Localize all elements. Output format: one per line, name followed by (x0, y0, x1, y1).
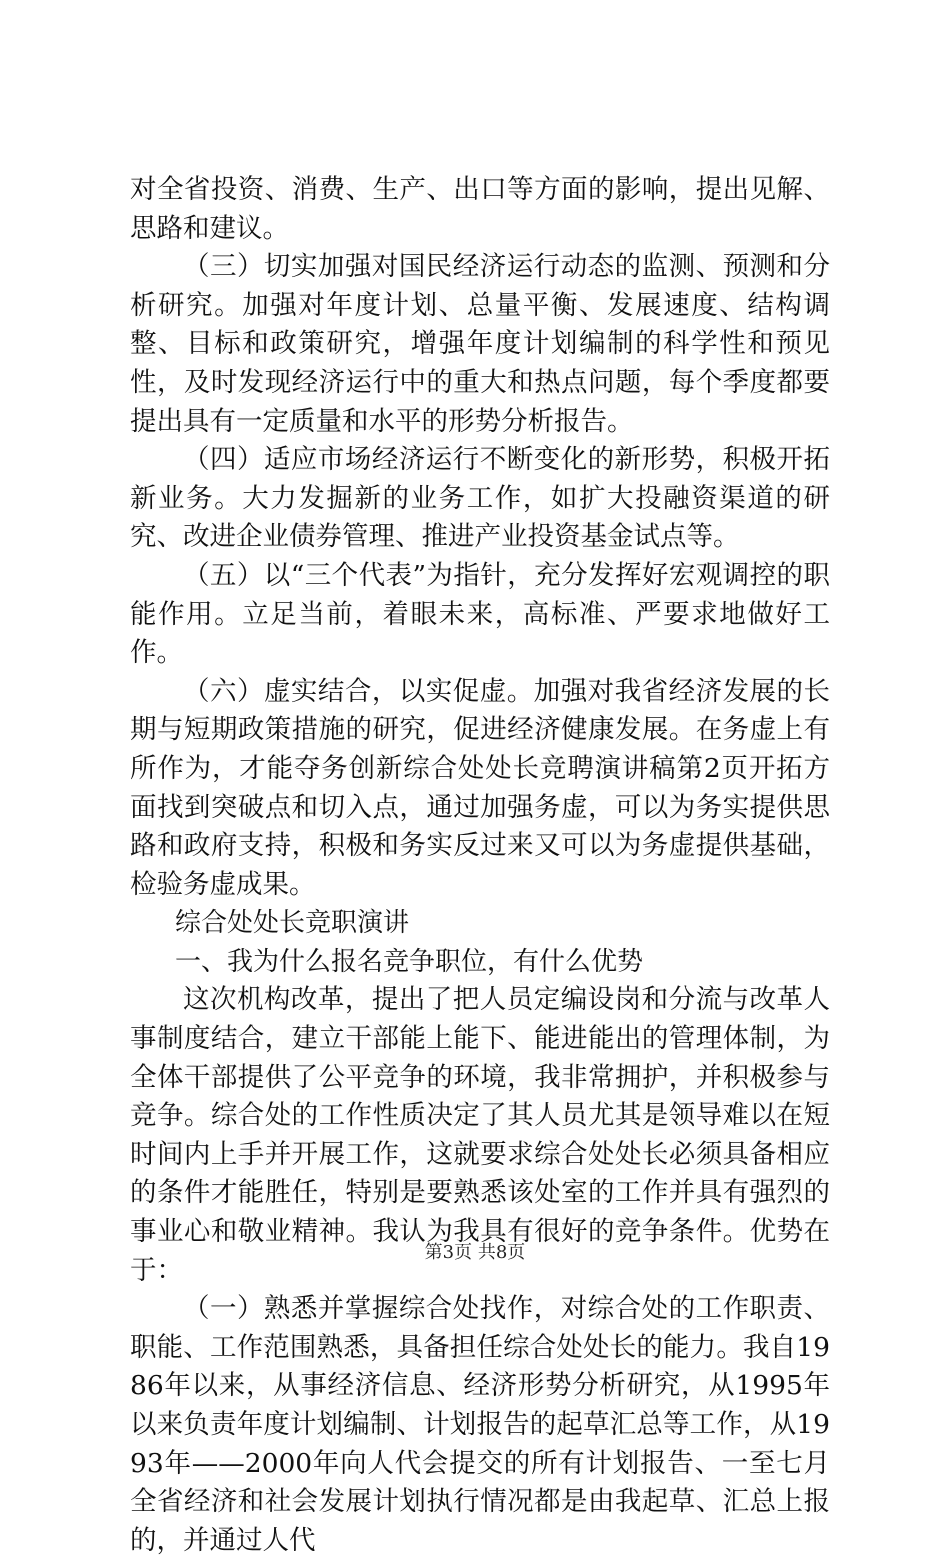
paragraph-item-3: （三）切实加强对国民经济运行动态的监测、预测和分析研究。加强对年度计划、总量平衡、发展速度、结构调整、目标和政策研究，增强年度计划编制的科学性和预见性，及时发现经济运行中的重大和热点问题，每个季度都要提出具有一定质量和水平的形势分析报告。 (130, 251, 830, 437)
page-footer: 第3页 共8页 (424, 1242, 526, 1263)
section-title: 综合处处长竞职演讲 (175, 908, 410, 939)
paragraph-continued: 对全省投资、消费、生产、出口等方面的影响，提出见解、思路和建议。 (130, 174, 830, 244)
section-subtitle: 一、我为什么报名竞争职位，有什么优势 (175, 946, 644, 977)
paragraph-item-5: （五）以“三个代表”为指针，充分发挥好宏观调控的职能作用。立足当前，着眼未来，高标准、严要求地做好工作。 (130, 559, 830, 669)
document-body (130, 171, 830, 1560)
paragraph-advantage-1: （一）熟悉并掌握综合处找作，对综合处的工作职责、职能、工作范围熟悉，具备担任综合处处长的能力。我自1986年以来，从事经济信息、经济形势分析研究，从1995年以来负责年度计划编制、计划报告的起草汇总等工作，从1993年——2000年向人代会提交的所有计划报告、一至七月全省经济和社会发展计划执行情况都是由我起草、汇总上报的，并通过人代 (130, 1293, 830, 1556)
paragraph-item-6: （六）虚实结合，以实促虚。加强对我省经济发展的长期与短期政策措施的研究，促进经济健康发展。在务虚上有所作为，才能夺务创新综合处处长竞聘演讲稿第2页开拓方面找到突破点和切入点，通过加强务虚，可以为务实提供思路和政府支持，积极和务实反过来又可以为务虚提供基础，检验务虚成果。 (130, 675, 830, 900)
paragraph-reform: 这次机构改革，提出了把人员定编设岗和分流与改革人事制度结合，建立干部能上能下、能进能出的管理体制，为全体干部提供了公平竞争的环境，我非常拥护，并积极参与竞争。综合处的工作性质决定了其人员尤其是领导难以在短时间内上手并开展工作，这就要求综合处处长必须具备相应的条件才能胜任，特别是要熟悉该处室的工作并具有强烈的事业心和敬业精神。我认为我具有很好的竞争条件。优势在于： (130, 984, 830, 1286)
paragraph-item-4: （四）适应市场经济运行不断变化的新形势，积极开拓新业务。大力发掘新的业务工作，如扩大投融资渠道的研究、改进企业债券管理、推进产业投资基金试点等。 (130, 444, 830, 553)
